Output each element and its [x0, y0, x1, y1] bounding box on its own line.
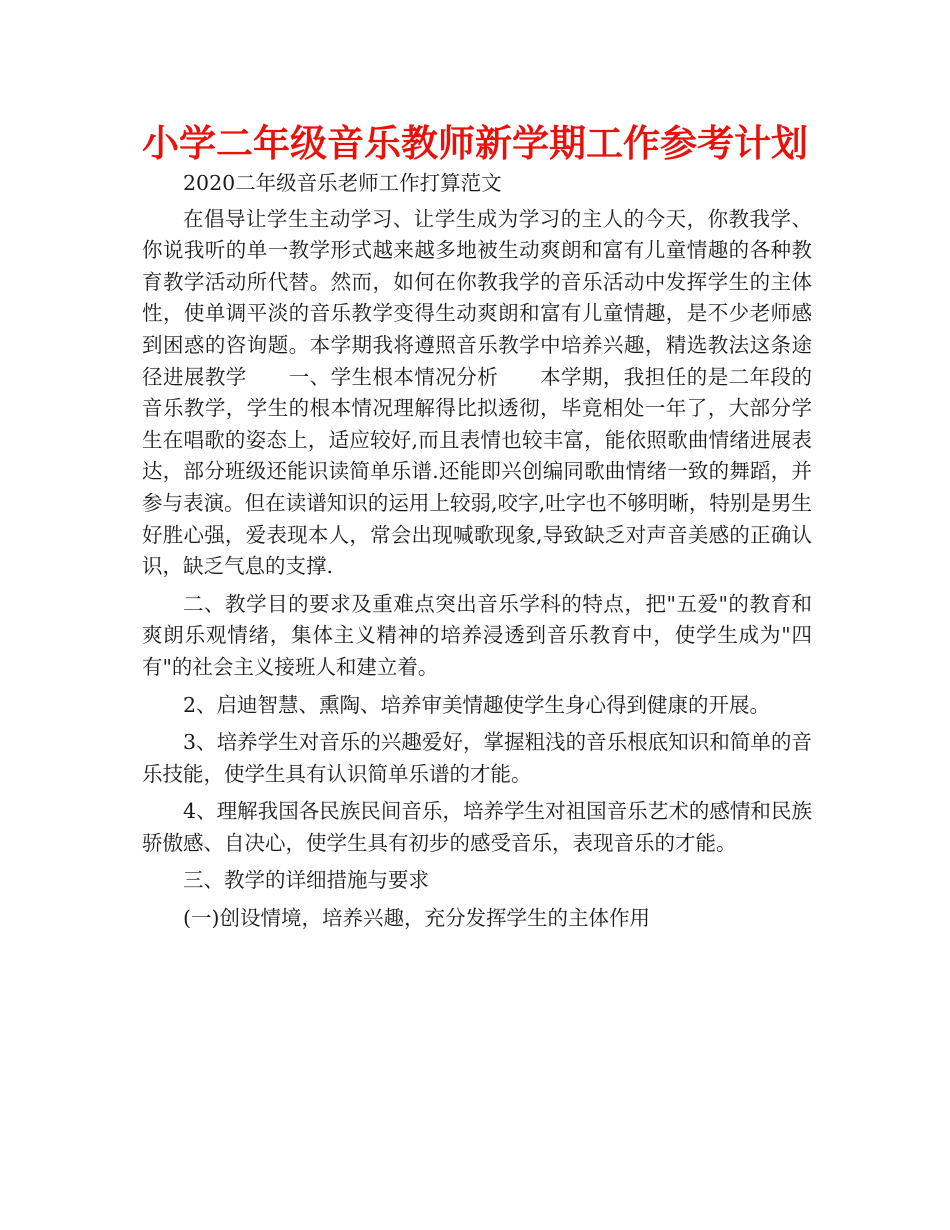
body-paragraph-item-2: 2、启迪智慧、熏陶、培养审美情趣使学生身心得到健康的开展。 — [183, 692, 771, 717]
body-paragraph-item-3: 3、培养学生对音乐的兴趣爱好，掌握粗浅的音乐根底知识和简单的音乐技能，使学生具有认识简单乐谱的才能。 — [142, 730, 812, 786]
body-paragraph-intro: 在倡导让学生主动学习、让学生成为学习的主人的今天，你教我学、你说我听的单一教学形式越来越多地被生动爽朗和富有儿童情趣的各种教育教学活动所代替。然而，如何在你教我学的音乐活动中发挥学生的主体性，使单调平淡的音乐教学变得生动爽朗和富有儿童情趣，是不少老师感到困惑的咨询题。本学期我将遵照音乐教学中培养兴趣，精选教法这条途径进展教学 一、学生根本情况分析 本学期，我担任的是二年段的音乐教学，学生的根本情况理解得比拟透彻，毕竟相处一年了，大部分学生在唱歌的姿态上，适应较好,而且表情也较丰富，能依照歌曲情绪进展表达，部分班级还能识读简单乐谱.还能即兴创编同歌曲情绪一致的舞蹈，并参与表演。但在读谱知识的运用上较弱,咬字,吐字也不够明晰，特别是男生好胜心强，爱表现本人，常会出现喊歌现象,导致缺乏对声音美感的正确认识，缺乏气息的支撑. — [142, 206, 812, 579]
document-body — [142, 168, 812, 935]
body-paragraph-goals: 二、教学目的要求及重难点突出音乐学科的特点，把"五爱"的教育和爽朗乐观情绪，集体主义精神的培养浸透到音乐教育中，使学生成为"四有"的社会主义接班人和建立着。 — [142, 591, 812, 679]
subtitle-paragraph: 2020二年级音乐老师工作打算范文 — [183, 171, 502, 195]
body-paragraph-item-4: 4、理解我国各民族民间音乐，培养学生对祖国音乐艺术的感情和民族骄傲感、自决心，使学生具有初步的感受音乐，表现音乐的才能。 — [142, 799, 812, 855]
document-title: 小学二年级音乐教师新学期工作参考计划 — [142, 122, 808, 165]
section-heading-measures: 三、教学的详细措施与要求 — [183, 868, 429, 893]
subsection-heading-1: (一)创设情境，培养兴趣，充分发挥学生的主体作用 — [183, 906, 650, 931]
